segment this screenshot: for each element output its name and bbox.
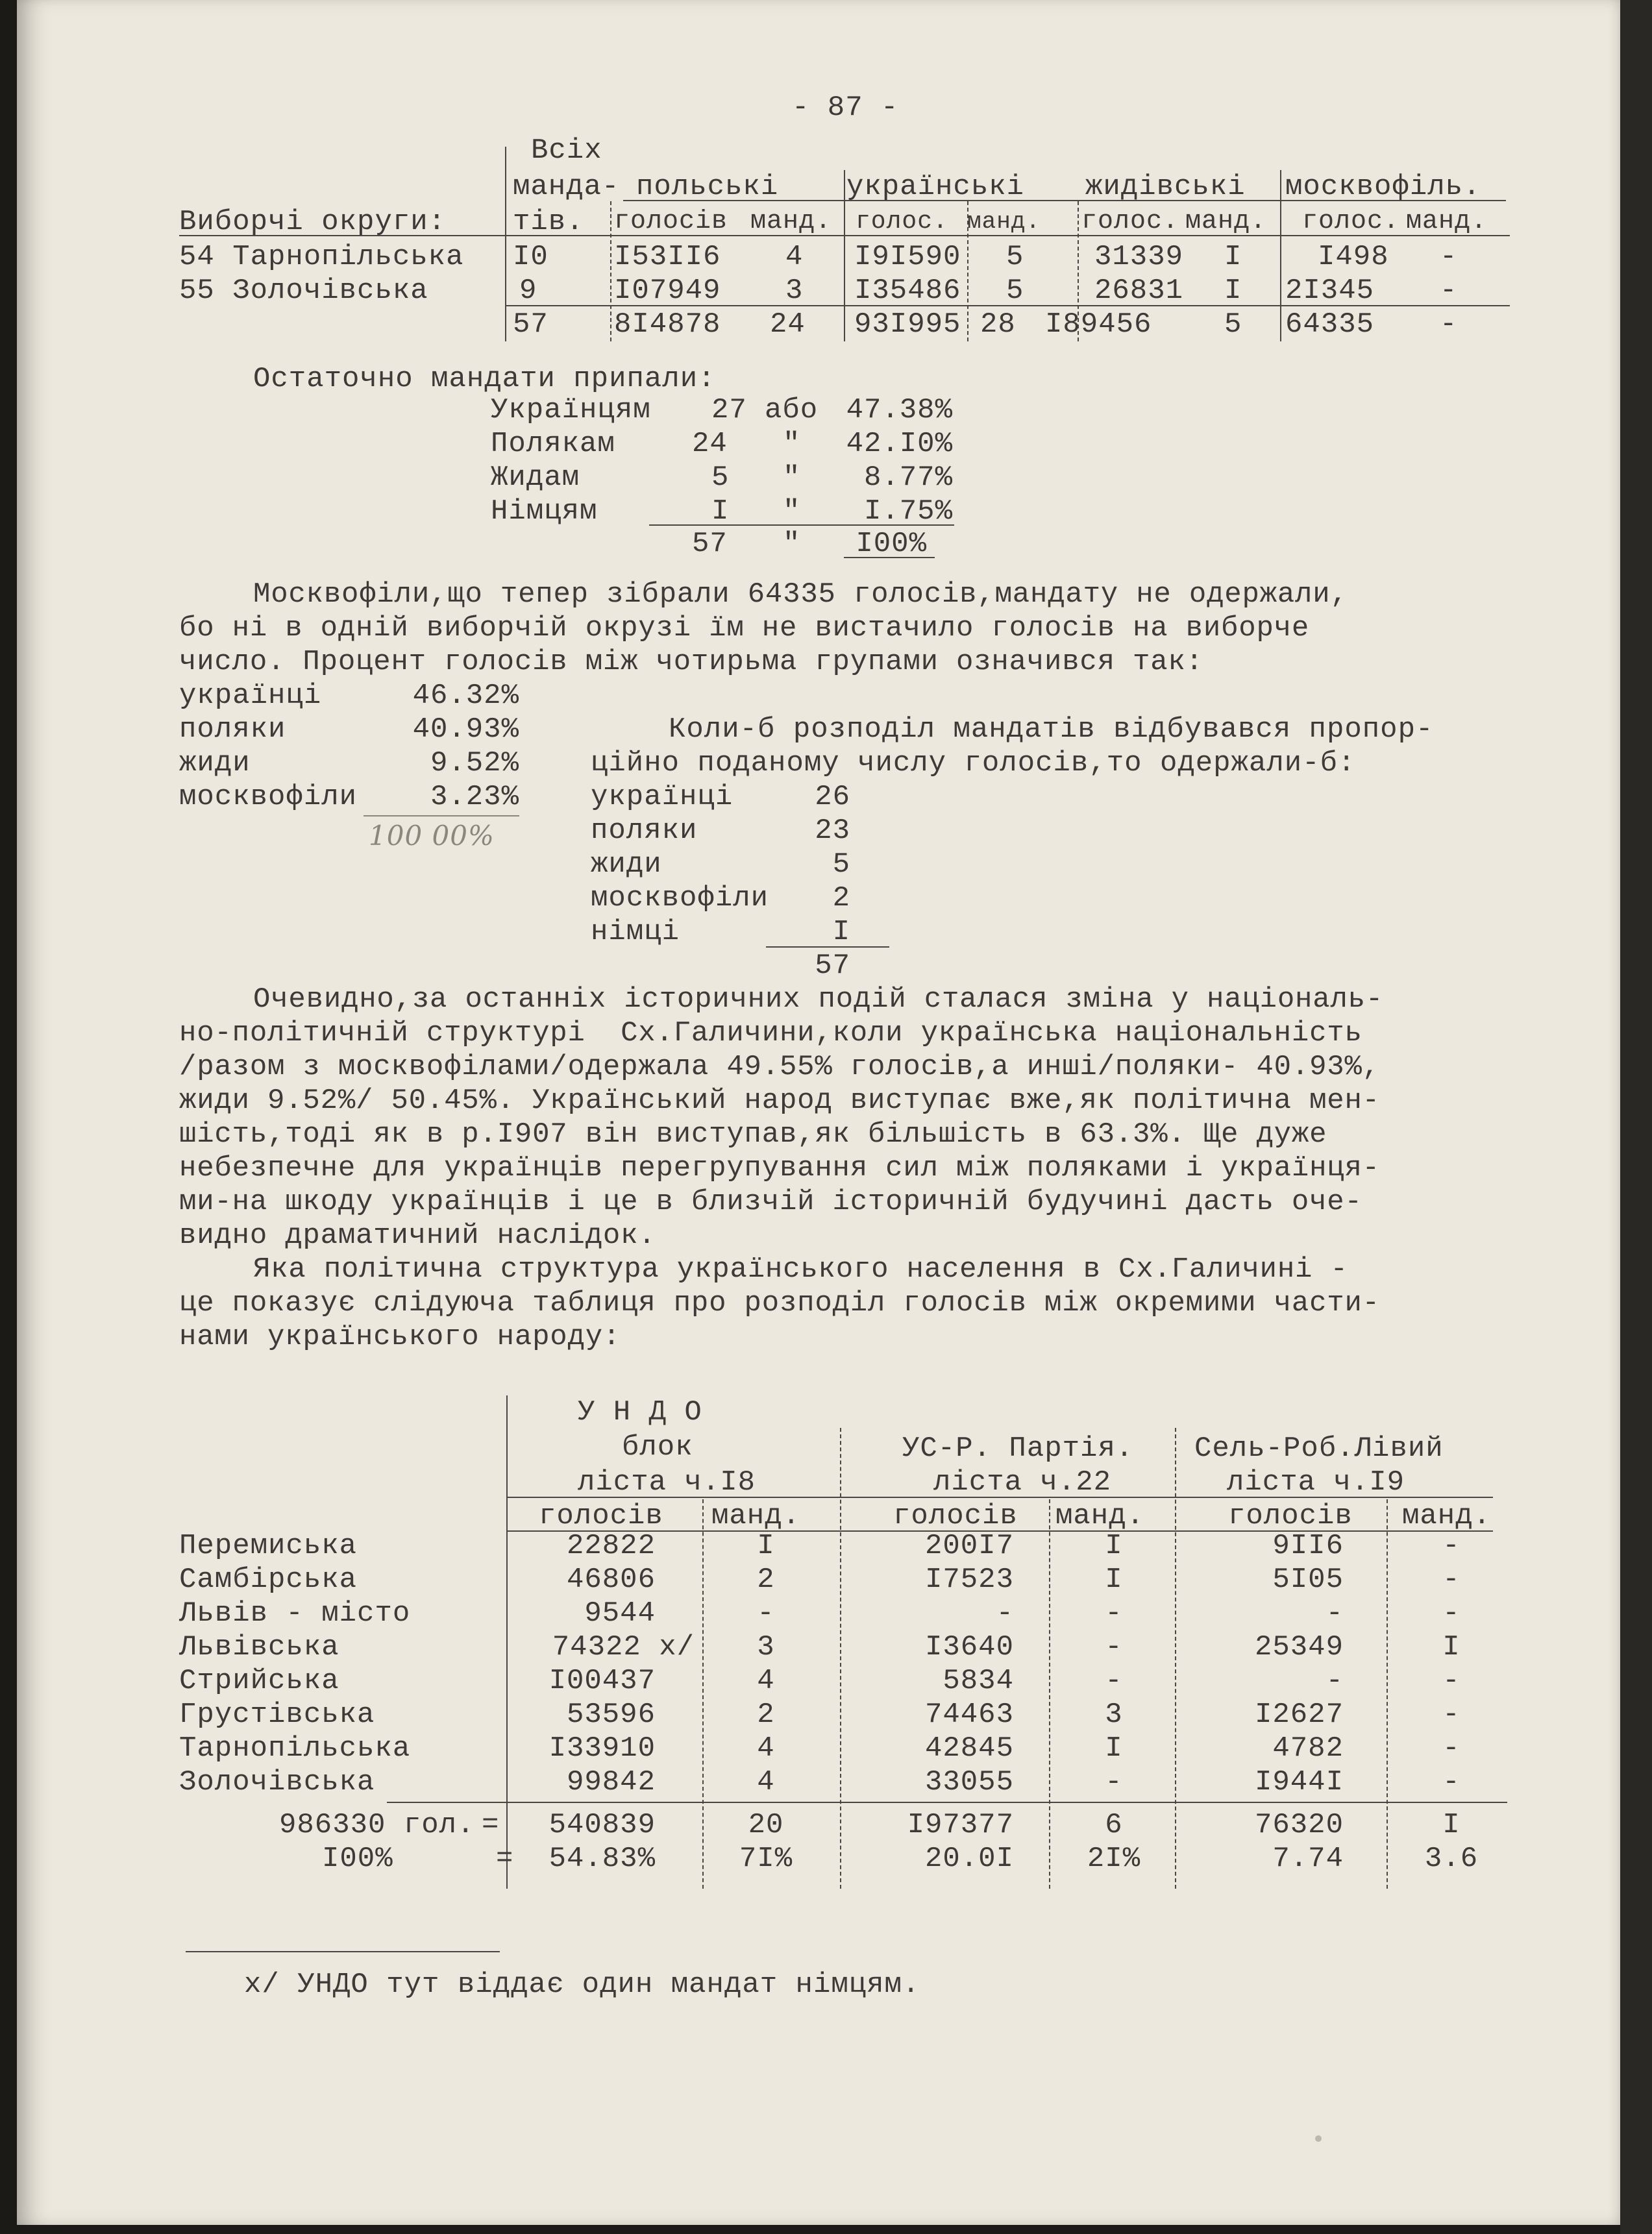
prop-text: ційно поданому числу голосів,то одержали-б: — [591, 747, 1356, 779]
row-name: 54 Тарнопільська — [179, 241, 464, 273]
row-sr-mand: - — [1442, 1564, 1461, 1596]
row-sr-mand: - — [1442, 1766, 1461, 1798]
prop-text: Коли-б розподіл мандатів відбувався пропор- — [669, 713, 1434, 746]
prop-count: I — [832, 916, 850, 948]
t2-header-line-1 — [506, 1497, 1493, 1498]
para-line: небезпечне для українців перегрупування сил між поляками і українця- — [179, 1152, 1380, 1185]
row-sr-mand: - — [1442, 1699, 1461, 1731]
row-pl-hol: I53II6 — [614, 241, 721, 273]
total-mo-hol: 64335 — [1285, 308, 1375, 341]
para-line: жиди 9.52%/ 50.45%. Український народ виступає вже,як політична мен- — [179, 1085, 1380, 1117]
row-usr-mand: - — [1105, 1665, 1123, 1697]
row-sr-hol: 25349 — [1254, 1631, 1344, 1663]
pct-eq: = — [496, 1843, 514, 1875]
row-name: Тарнопільська — [179, 1732, 411, 1765]
row-pl-mand: 4 — [785, 241, 804, 273]
row-zh-hol: 26831 — [1094, 275, 1184, 307]
prop-label: жиди — [591, 848, 662, 881]
dust-mark — [1315, 2135, 1322, 2142]
table1-vline-6 — [1280, 170, 1281, 341]
header-pl-hol: голосів — [614, 207, 728, 236]
row-usr-hol: - — [996, 1597, 1014, 1630]
row-name: Золочівська — [179, 1766, 375, 1798]
row-usr-hol: 74463 — [924, 1699, 1014, 1731]
row-mo-mand: - — [1440, 275, 1458, 307]
header-moskvofily: москвофіль. — [1285, 171, 1481, 203]
header-underline-1 — [623, 200, 1506, 201]
total-label: 986330 гол. — [279, 1809, 475, 1841]
header-uk-mand: манд. — [967, 208, 1041, 235]
prop-count: 23 — [815, 815, 850, 847]
fm-sep: " — [783, 461, 801, 494]
para-line: Очевидно,за останніх історичних подій сталася зміна у національ- — [253, 983, 1384, 1016]
total-usr-hol: I97377 — [907, 1809, 1014, 1841]
prop-label: поляки — [591, 815, 698, 847]
row-sr-hol: I944I — [1254, 1766, 1344, 1798]
row-sr-hol: - — [1325, 1665, 1344, 1697]
prop-label: москвофіли — [591, 882, 769, 914]
row-undo-hol: 53596 — [566, 1699, 656, 1731]
row-undo-mand: 2 — [757, 1699, 775, 1731]
usr-sub: ліста ч.22 — [933, 1466, 1112, 1499]
fm-label: Полякам — [491, 428, 615, 460]
pct-undo-mand: 7I% — [739, 1843, 793, 1875]
row-undo-mand: - — [757, 1597, 775, 1630]
header-vsikh: Всіх — [531, 134, 602, 167]
row-uk-hol: I9I590 — [854, 241, 961, 273]
prop-count: 26 — [815, 781, 850, 813]
row-uk-mand: 5 — [1006, 241, 1024, 273]
table1-vline-4 — [967, 201, 968, 341]
header-uk-hol: голос. — [856, 208, 948, 236]
total-pl-hol: 8I4878 — [614, 308, 721, 341]
row-mo-mand: - — [1440, 241, 1458, 273]
row-undo-mand: 4 — [757, 1732, 775, 1765]
page-number: - 87 - — [792, 92, 899, 124]
fm-total-sep: " — [783, 528, 801, 560]
fm-sep: " — [783, 428, 801, 460]
row-undo-hol: 74322 х/ — [552, 1631, 695, 1663]
page-edge-shadow — [1620, 0, 1652, 2234]
row-usr-hol: I3640 — [924, 1631, 1014, 1663]
row-sr-mand: - — [1442, 1530, 1461, 1562]
para-line: бо ні в одній виборчій окрузі їм не вистачило голосів на виборче — [179, 612, 1310, 644]
row-usr-hol: 42845 — [924, 1732, 1014, 1765]
t2-vline-6 — [1387, 1499, 1388, 1889]
total-pl-mand: 24 — [770, 308, 806, 341]
total-mo-mand: - — [1440, 308, 1458, 341]
total-zh-hol: I89456 — [1045, 308, 1152, 341]
undo-title: У Н Д О — [578, 1396, 702, 1429]
table1-vline-2 — [610, 201, 611, 341]
row-usr-mand: I — [1105, 1732, 1123, 1765]
row-usr-mand: - — [1105, 1631, 1123, 1663]
para-line: /разом з москвофілами/одержала 49.55% голосів,а инші/поляки- 40.93%, — [179, 1051, 1380, 1083]
para-line: Москвофіли,що тепер зібрали 64335 голосів,мандату не одержали, — [253, 578, 1348, 611]
para-line: це показує слідуюча таблиця про розподіл голосів між окремими части- — [179, 1287, 1380, 1320]
total-uk-hol: 93I995 — [854, 308, 961, 341]
pct-usr-hol: 20.0I — [924, 1843, 1014, 1875]
row-sr-mand: - — [1442, 1732, 1461, 1765]
header-tiv: тів. — [513, 206, 584, 238]
t2-vline-1 — [506, 1395, 508, 1889]
header-polski: польські — [636, 171, 779, 203]
para-line: видно драматичний наслідок. — [179, 1220, 656, 1252]
fm-total-count: 57 — [692, 528, 728, 560]
footnote: х/ УНДО тут віддає один мандат німцям. — [244, 1969, 920, 2001]
header-zh-mand: манд. — [1185, 207, 1267, 236]
col-hol: голосів — [893, 1500, 1018, 1532]
fm-count: 27 — [711, 394, 747, 426]
row-sr-mand: - — [1442, 1665, 1461, 1697]
t2-vline-3 — [840, 1428, 841, 1889]
col-mand: манд. — [711, 1500, 801, 1532]
para-line: нами українського народу: — [179, 1321, 621, 1353]
vp-label: жиди — [179, 747, 251, 779]
total-undo-mand: 20 — [748, 1809, 784, 1841]
footnote-rule — [186, 1951, 500, 1952]
col-hol: голосів — [539, 1500, 663, 1532]
pct-sr-hol: 7.74 — [1272, 1843, 1344, 1875]
total-sr-mand: I — [1442, 1809, 1461, 1841]
t2-vline-5 — [1175, 1428, 1176, 1889]
header-okruhy: Виборчі округи: — [179, 206, 447, 238]
t2-total-line — [387, 1802, 1507, 1803]
vp-pct: 3.23% — [430, 781, 519, 813]
prop-count: 2 — [832, 882, 850, 914]
prop-total: 57 — [815, 950, 850, 982]
row-undo-hol: 46806 — [566, 1564, 656, 1596]
fm-pct: 42.I0% — [846, 428, 953, 460]
header-zhydivski: жидівські — [1085, 171, 1246, 203]
fm-sep: " — [783, 495, 801, 528]
row-name: Львів - місто — [179, 1597, 411, 1630]
total-usr-mand: 6 — [1105, 1809, 1123, 1841]
row-undo-hol: 9544 — [584, 1597, 656, 1630]
prop-label: німці — [591, 916, 680, 948]
fm-total-line — [649, 524, 954, 526]
header-ukrainski: українські — [846, 171, 1025, 203]
row-undo-mand: I — [757, 1530, 775, 1562]
row-sr-hol: 5I05 — [1272, 1564, 1344, 1596]
header-pl-mand: манд. — [750, 207, 832, 236]
row-usr-hol: 200I7 — [924, 1530, 1014, 1562]
row-sr-hol: - — [1325, 1597, 1344, 1630]
row-name: Самбірська — [179, 1564, 358, 1596]
row-usr-mand: - — [1105, 1766, 1123, 1798]
row-usr-mand: - — [1105, 1597, 1123, 1630]
t2-vline-4 — [1049, 1499, 1050, 1889]
usr-title: УС-Р. Партія. — [902, 1432, 1134, 1465]
para-line: Яка політична структура українського населення в Сх.Галичині - — [253, 1253, 1348, 1286]
row-name: Грустівська — [179, 1699, 375, 1731]
para-line: ми-на шкоду українців і це в близчій історичній будучині дасть оче- — [179, 1186, 1362, 1218]
fm-pct: 47.38% — [846, 394, 953, 426]
pct-sr-mand: 3.6 — [1424, 1843, 1479, 1875]
row-usr-hol: I7523 — [924, 1564, 1014, 1596]
row-sr-mand: I — [1442, 1631, 1461, 1663]
row-undo-mand: 4 — [757, 1766, 775, 1798]
row-sr-hol: 4782 — [1272, 1732, 1344, 1765]
row-pl-mand: 3 — [785, 275, 804, 307]
row-uk-hol: I35486 — [854, 275, 961, 307]
fm-label: Німцям — [491, 495, 598, 528]
total-sr-hol: 76320 — [1254, 1809, 1344, 1841]
row-usr-mand: I — [1105, 1530, 1123, 1562]
row-undo-hol: I33910 — [549, 1732, 656, 1765]
row-usr-mand: 3 — [1105, 1699, 1123, 1731]
total-uk-mand: 28 — [980, 308, 1016, 341]
header-mandativ: манда- — [513, 171, 620, 203]
fm-label: Жидам — [491, 461, 580, 494]
vp-pct: 46.32% — [412, 680, 519, 712]
prop-count: 5 — [832, 848, 850, 881]
pct-usr-mand: 2I% — [1087, 1843, 1141, 1875]
vp-label: москвофіли — [179, 781, 358, 813]
table1-vline-1 — [505, 147, 506, 341]
row-zh-mand: I — [1224, 241, 1242, 273]
fm-label: Українцям — [491, 394, 651, 426]
row-uk-mand: 5 — [1006, 275, 1024, 307]
para-line: число. Процент голосів між чотирьма групами означився так: — [179, 646, 1203, 678]
table1-vline-3 — [844, 170, 845, 341]
total-mand: 57 — [513, 308, 549, 341]
row-usr-hol: 33055 — [924, 1766, 1014, 1798]
row-mo-hol: 2I345 — [1285, 275, 1375, 307]
total-undo-hol: 540839 — [549, 1809, 656, 1841]
pct-label: I00% — [322, 1843, 393, 1875]
vp-pct: 9.52% — [430, 747, 519, 779]
vp-pct: 40.93% — [412, 713, 519, 746]
col-mand: манд. — [1402, 1500, 1492, 1532]
header-mo-hol: голос. — [1302, 207, 1400, 236]
row-sr-mand: - — [1442, 1597, 1461, 1630]
row-mo-hol: I498 — [1318, 241, 1389, 273]
header-mo-mand: манд. — [1406, 207, 1488, 236]
selrob-title: Сель-Роб.Лівий — [1194, 1432, 1444, 1465]
row-sr-hol: I2627 — [1254, 1699, 1344, 1731]
row-undo-hol: 99842 — [566, 1766, 656, 1798]
row-zh-mand: I — [1224, 275, 1242, 307]
undo-sub1: блок — [622, 1431, 693, 1464]
col-hol: голосів — [1228, 1500, 1353, 1532]
col-mand: манд. — [1055, 1500, 1145, 1532]
row-name: 55 Золочівська — [179, 275, 428, 307]
row-mand: I0 — [513, 241, 549, 273]
pct-undo-hol: 54.83% — [549, 1843, 656, 1875]
fm-pct: 8.77% — [863, 461, 953, 494]
final-mandates-heading: Остаточно мандати припали: — [253, 363, 716, 395]
fm-underline — [844, 557, 935, 558]
row-mand: 9 — [519, 275, 537, 307]
row-undo-hol: 22822 — [566, 1530, 656, 1562]
row-zh-hol: 31339 — [1094, 241, 1184, 273]
total-zh-mand: 5 — [1224, 308, 1242, 341]
row-undo-mand: 3 — [757, 1631, 775, 1663]
row-undo-mand: 4 — [757, 1665, 775, 1697]
row-usr-mand: I — [1105, 1564, 1123, 1596]
total-eq: = — [482, 1809, 500, 1841]
fm-count: I — [711, 495, 730, 528]
t2-vline-2 — [702, 1499, 704, 1889]
row-sr-hol: 9II6 — [1272, 1530, 1344, 1562]
row-name: Перемиська — [179, 1530, 358, 1562]
fm-count: 5 — [711, 461, 730, 494]
row-usr-hol: 5834 — [943, 1665, 1014, 1697]
undo-sub2: ліста ч.I8 — [578, 1466, 756, 1499]
fm-sep: або — [765, 394, 819, 426]
fm-total-pct: I00% — [856, 528, 927, 560]
row-undo-hol: I00437 — [549, 1665, 656, 1697]
row-name: Стрийська — [179, 1665, 339, 1697]
fm-count: 24 — [692, 428, 728, 460]
prop-total-line — [766, 946, 889, 948]
vp-label: українці — [179, 680, 322, 712]
vp-handwritten-total: 100 00% — [369, 820, 495, 852]
selrob-sub: ліста ч.I9 — [1227, 1466, 1405, 1499]
para-line: шість,тоді як в р.I907 він виступав,як більшість в 63.3%. Ще дуже — [179, 1118, 1327, 1151]
prop-label: українці — [591, 781, 734, 813]
row-undo-mand: 2 — [757, 1564, 775, 1596]
vp-label: поляки — [179, 713, 286, 746]
fm-pct: I.75% — [863, 495, 953, 528]
para-line: но-політичній структурі Сх.Галичини,коли українська національність — [179, 1017, 1362, 1049]
header-zh-hol: голос. — [1081, 207, 1179, 236]
row-pl-hol: I07949 — [614, 275, 721, 307]
row-name: Львівська — [179, 1631, 339, 1663]
vp-handwritten-line — [364, 815, 519, 816]
total-line — [505, 305, 1510, 306]
